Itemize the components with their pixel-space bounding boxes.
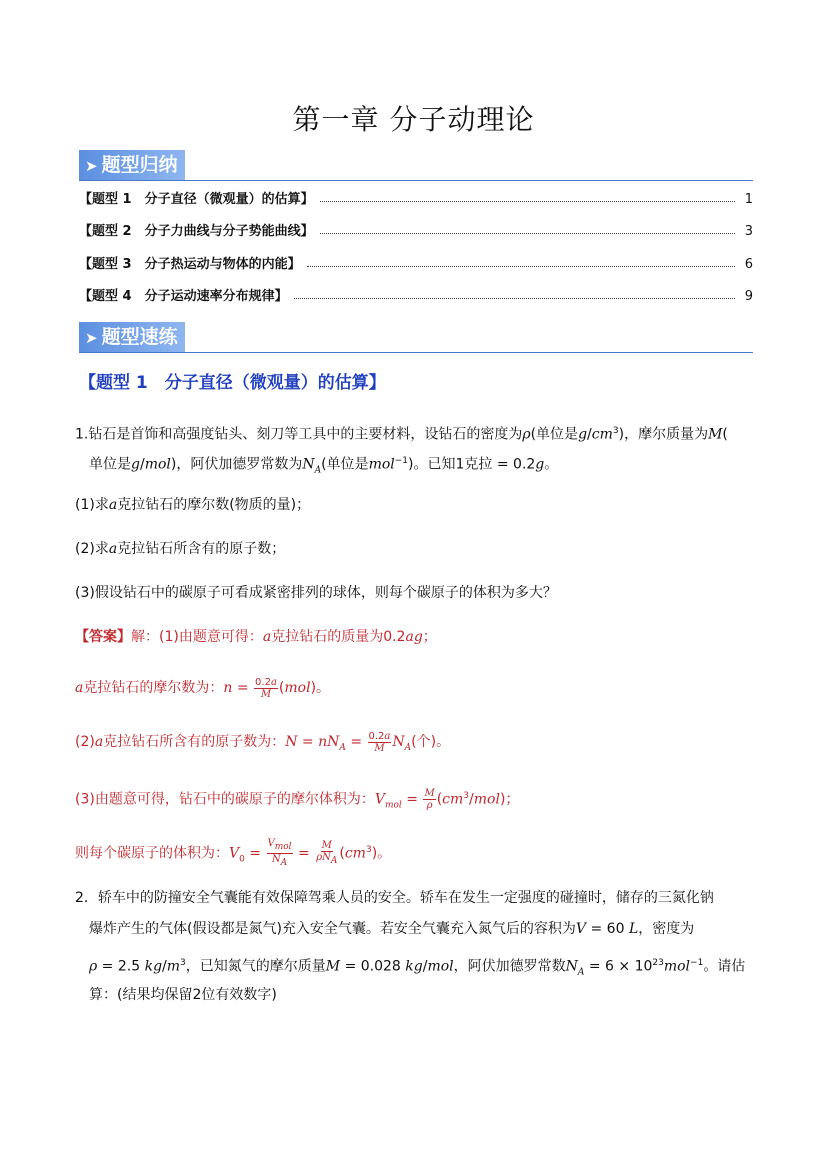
text: 克拉钻石的质量为0.2 bbox=[271, 629, 406, 645]
question-1-line-1: 1.钻石是首饰和高强度钻头、刻刀等工具中的主要材料，设钻石的密度为ρ(单位是$g/cm^3$)，摩尔质量为M( bbox=[75, 426, 728, 443]
arrow-right-icon: ➤ bbox=[85, 329, 98, 347]
text: 2．轿车中的防撞安全气囊能有效保障驾乘人员的安全。轿车在发生一定强度的碰撞时，储存的三氮化钠 bbox=[75, 890, 714, 906]
fraction: $\frac{V_{mol}}{N_A}$ bbox=[267, 838, 292, 869]
text: ； bbox=[505, 791, 520, 808]
text: (单位是 bbox=[321, 456, 369, 473]
toc-page-number: 9 bbox=[744, 289, 753, 304]
section-heading: 【题型 1 分子直径（微观量）的估算】 bbox=[79, 373, 386, 393]
banner-tab bbox=[79, 150, 185, 180]
text: (单位是 bbox=[530, 426, 579, 443]
toc-entry-1[interactable] bbox=[79, 185, 753, 207]
toc-leader bbox=[320, 233, 735, 234]
toc-page-number: 3 bbox=[744, 224, 753, 239]
text: 克拉钻石所含有的原子数为： bbox=[103, 734, 286, 750]
text: ，已知氮气的摩尔质量 bbox=[185, 958, 326, 975]
banner-tab bbox=[79, 322, 185, 352]
toc-label: 【题型 2 分子力曲线与分子势能曲线】 bbox=[79, 224, 314, 239]
text: )。已知1克拉 = 0.2 bbox=[408, 456, 536, 473]
text: (1)求 bbox=[75, 497, 109, 513]
toc-label: 【题型 4 分子运动速率分布规律】 bbox=[79, 289, 288, 304]
question-1-part-3 bbox=[75, 578, 765, 608]
banner-label: 题型速练 bbox=[101, 326, 178, 348]
text: )，阿伏加德罗常数为 bbox=[170, 456, 303, 473]
toc-label: 【题型 3 分子热运动与物体的内能】 bbox=[79, 257, 301, 272]
text: ，密度为 bbox=[638, 921, 695, 937]
section-banner-practice bbox=[79, 322, 753, 353]
answer-line-1: 【答案】解：(1)由题意可得：a克拉钻石的质量为0.2ag； bbox=[75, 629, 437, 645]
question-2-line-3: ρ = 2.5 $kg/m^3$，已知氮气的摩尔质量M = 0.028 kg/mol，阿伏加德罗常数$N_A = 6 \times 10^{23}mol^{-1}$。请估 bbox=[89, 958, 746, 978]
toc-page-number: 1 bbox=[744, 192, 753, 207]
text: (3)由题意可得，钻石中的碳原子的摩尔体积为： bbox=[75, 791, 375, 808]
question-1-line-2: 单位是g/mol)，阿伏加德罗常数为$N_A$(单位是mol$^{-1}$)。已知1克拉 = 0.2g。 bbox=[89, 456, 559, 476]
fraction: $\frac{M}{\rho}$ bbox=[424, 788, 435, 812]
toc-leader bbox=[294, 298, 735, 299]
text: (2)求 bbox=[75, 541, 109, 557]
text: 爆炸产生的气体(假设都是氮气)充入安全气囊。若安全气囊充入氮气后的容积为 bbox=[89, 921, 576, 937]
fraction: $\frac{M}{\rho N_A}$ bbox=[316, 840, 338, 867]
text: 单位是 bbox=[89, 456, 131, 473]
text: 。 bbox=[377, 845, 392, 862]
toc-entry-2[interactable] bbox=[79, 217, 753, 239]
answer-line-2: a克拉钻石的摩尔数为：n = $\frac{0.2a}{M}$ (mol)。 bbox=[75, 676, 331, 700]
question-1-part-2: (2)求a克拉钻石所含有的原子数； bbox=[75, 541, 286, 557]
text: 算：(结果均保留2位有效数字) bbox=[89, 987, 277, 1003]
text: (2) bbox=[75, 734, 95, 750]
text: 1.钻石是首饰和高强度钻头、刻刀等工具中的主要材料，设钻石的密度为 bbox=[75, 426, 523, 443]
toc-leader bbox=[320, 201, 735, 202]
text: (个)。 bbox=[411, 734, 451, 750]
arrow-right-icon: ➤ bbox=[85, 157, 98, 175]
text: 解：(1)由题意可得： bbox=[131, 629, 263, 645]
fraction: $\frac{0.2a}{M}$ bbox=[255, 676, 277, 700]
toc-entry-4[interactable] bbox=[79, 282, 753, 304]
fraction: $\frac{0.2a}{M}$ bbox=[368, 730, 391, 754]
toc-page-number: 6 bbox=[744, 257, 753, 272]
text: 克拉钻石所含有的原子数； bbox=[117, 541, 286, 557]
banner-label: 题型归纳 bbox=[101, 154, 178, 176]
answer-line-4: (3)由题意可得，钻石中的碳原子的摩尔体积为：$V_{mol}$ = $\frac{M}{\rho}$ $(cm^3/mol)$； bbox=[75, 788, 520, 812]
text: 。 bbox=[544, 456, 559, 473]
text: 克拉钻石的摩尔数(物质的量)； bbox=[117, 497, 311, 513]
text: 。 bbox=[316, 680, 331, 696]
question-2-line-1 bbox=[75, 883, 765, 913]
answer-tag: 【答案】 bbox=[75, 629, 131, 645]
section-banner-summary bbox=[79, 150, 753, 181]
toc-entry-3[interactable] bbox=[79, 250, 753, 272]
toc-leader bbox=[307, 266, 735, 267]
text: ； bbox=[422, 629, 437, 645]
answer-line-3: (2)a克拉钻石所含有的原子数为：$N = nN_A$ = $\frac{0.2a}{M}$ $N_A$(个)。 bbox=[75, 730, 451, 754]
answer-line-5: 则每个碳原子的体积为：$V_0$ = $\frac{V_{mol}}{N_A}$ = $\frac{M}{\rho N_A}$ $(cm^3)$。 bbox=[75, 838, 392, 869]
text: 。请估 bbox=[703, 958, 746, 975]
text: (3)假设钻石中的碳原子可看成紧密排列的球体，则每个碳原子的体积为多大？ bbox=[75, 585, 557, 601]
text: 则每个碳原子的体积为： bbox=[75, 845, 229, 862]
question-2-line-2: 爆炸产生的气体(假设都是氮气)充入安全气囊。若安全气囊充入氮气后的容积为V = 60 L，密度为 bbox=[89, 921, 695, 937]
text: )，摩尔质量为 bbox=[618, 426, 709, 443]
toc-label: 【题型 1 分子直径（微观量）的估算】 bbox=[79, 192, 314, 207]
page-title: 第一章 分子动理论 bbox=[292, 103, 535, 136]
text: ，阿伏加德罗常数 bbox=[453, 958, 566, 975]
question-2-line-4 bbox=[75, 980, 779, 1010]
question-1-part-1: (1)求a克拉钻石的摩尔数(物质的量)； bbox=[75, 497, 311, 513]
text: 克拉钻石的摩尔数为： bbox=[83, 680, 224, 696]
